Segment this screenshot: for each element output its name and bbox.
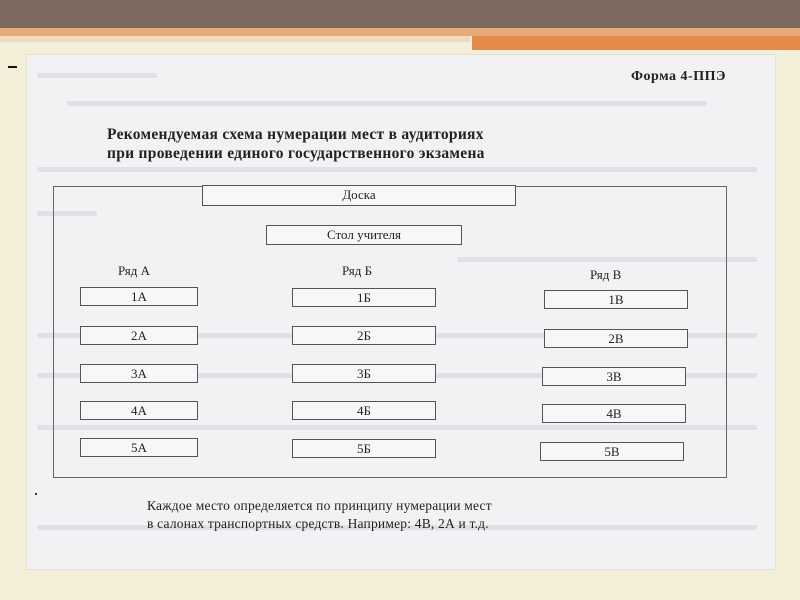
seat-1b: 1Б (292, 288, 436, 307)
seat-1a: 1А (80, 287, 198, 306)
classroom-layout (53, 186, 727, 478)
title-line-2: при проведении единого государственного экзамена (107, 145, 485, 162)
seat-5b: 5Б (292, 439, 436, 458)
seat-3v: 3В (542, 367, 686, 386)
stray-dot (35, 493, 37, 495)
row-v-label: Ряд В (590, 267, 622, 282)
note-line-1: Каждое место определяется по принципу нумерации мест (147, 498, 492, 513)
bleed-through-text (67, 101, 707, 106)
slide-accent-stripe-orange (472, 36, 800, 50)
teacher-desk-box: Стол учителя (266, 225, 462, 245)
board-box: Доска (202, 185, 516, 206)
seat-3a: 3А (80, 364, 198, 383)
bleed-through-text (37, 167, 757, 172)
seat-4b: 4Б (292, 401, 436, 420)
seat-1v: 1В (544, 290, 688, 309)
slide-accent-stripe-light (0, 36, 470, 42)
note-text (147, 497, 707, 533)
seat-4v: 4В (542, 404, 686, 423)
scanned-document (26, 54, 776, 570)
row-a-label: Ряд А (118, 263, 150, 278)
seat-5v: 5В (540, 442, 684, 461)
slide-accent-stripe (0, 28, 800, 36)
slide-top-bar (0, 0, 800, 28)
seat-4a: 4А (80, 401, 198, 420)
seat-2v: 2В (544, 329, 688, 348)
seat-5a: 5А (80, 438, 198, 457)
document-title (107, 125, 727, 163)
title-line-1: Рекомендуемая схема нумерации мест в аудиториях (107, 126, 484, 143)
row-b-label: Ряд Б (342, 263, 373, 278)
note-line-2: в салонах транспортных средств. Например: 4В, 2А и т.д. (147, 516, 489, 531)
slide-bullet-mark (8, 66, 17, 68)
seat-2b: 2Б (292, 326, 436, 345)
seat-3b: 3Б (292, 364, 436, 383)
seat-2a: 2А (80, 326, 198, 345)
bleed-through-text (37, 73, 157, 78)
form-label: Форма 4-ППЭ (631, 69, 726, 84)
